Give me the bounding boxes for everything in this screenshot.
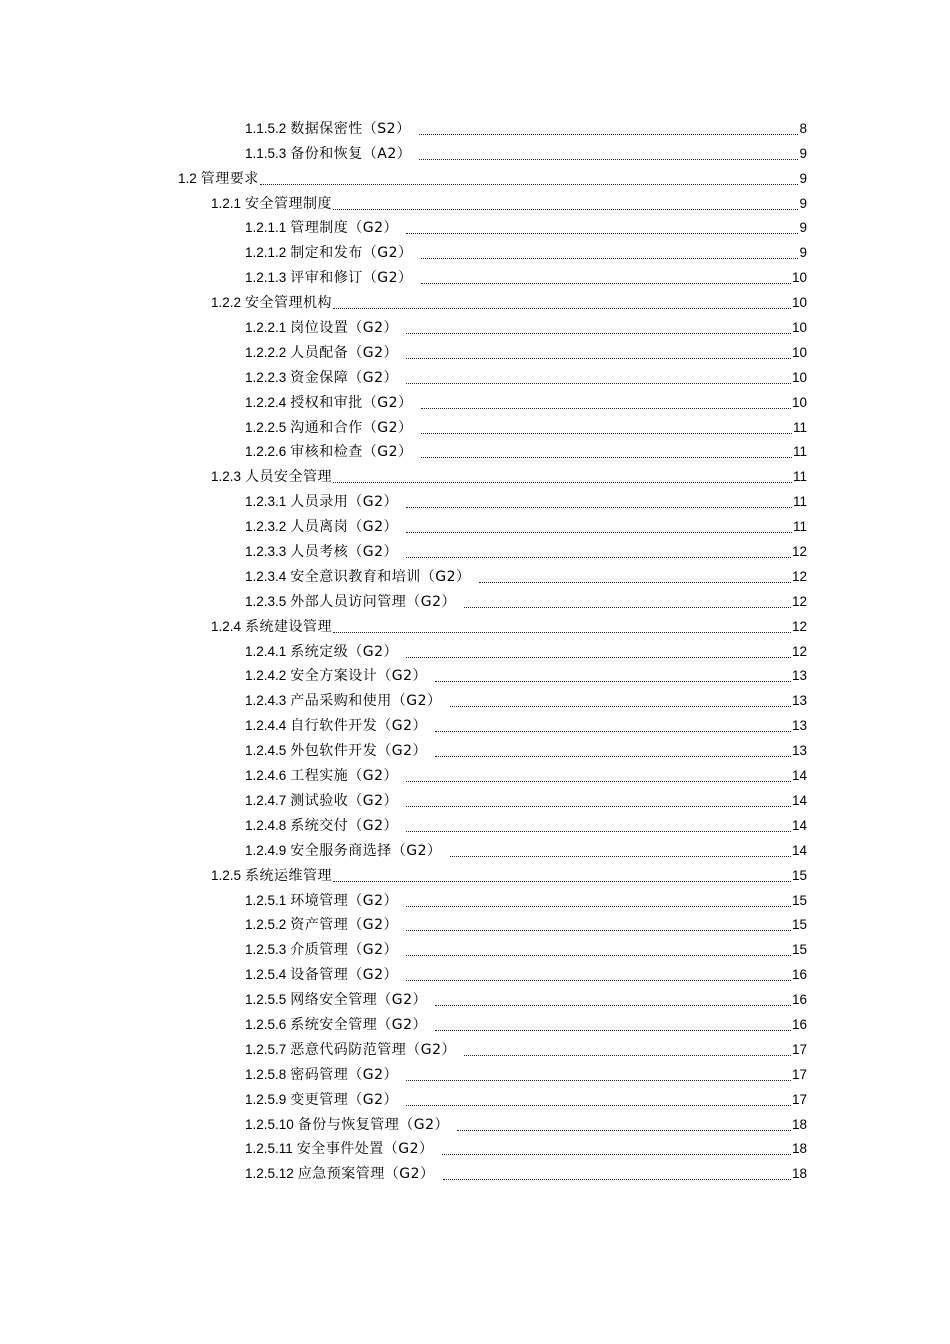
dot-leader xyxy=(333,470,792,483)
toc-entry[interactable] xyxy=(211,863,807,888)
toc-entry[interactable] xyxy=(245,589,807,614)
dot-leader xyxy=(333,197,798,210)
toc-entry-page-number: 13 xyxy=(791,718,807,734)
toc-entry-number: 1.2.2.2 xyxy=(245,344,287,360)
toc-entry-number: 1.2.4.8 xyxy=(245,817,287,833)
toc-entry-page-number: 9 xyxy=(799,145,807,161)
toc-entry-title: 评审和修订（G2） xyxy=(290,270,413,287)
toc-entry[interactable] xyxy=(245,265,807,290)
dot-leader xyxy=(406,545,791,558)
toc-entry[interactable] xyxy=(245,216,807,241)
toc-entry-title: 介质管理（G2） xyxy=(290,942,399,959)
toc-entry-title: 外包软件开发（G2） xyxy=(290,743,428,760)
toc-entry[interactable] xyxy=(245,116,807,141)
toc-entry-number: 1.2.2 xyxy=(211,295,242,311)
toc-entry-title: 人员录用（G2） xyxy=(290,494,399,511)
toc-entry[interactable] xyxy=(245,738,807,763)
toc-entry-number: 1.2.5.8 xyxy=(245,1066,287,1082)
toc-entry-title: 应急预案管理（G2） xyxy=(297,1166,435,1183)
dot-leader xyxy=(450,844,791,857)
dot-leader xyxy=(260,172,799,185)
toc-entry-page-number: 13 xyxy=(791,743,807,759)
toc-entry-title: 安全服务商选择（G2） xyxy=(290,842,442,859)
toc-entry-title: 审核和检查（G2） xyxy=(290,444,413,461)
dot-leader xyxy=(406,495,792,508)
dot-leader xyxy=(406,371,791,384)
dot-leader xyxy=(406,894,791,907)
dot-leader xyxy=(464,1043,791,1056)
toc-entry[interactable] xyxy=(245,440,807,465)
toc-entry-page-number: 9 xyxy=(799,220,807,236)
toc-entry-number: 1.2.3.5 xyxy=(245,593,287,609)
dot-leader xyxy=(333,296,791,309)
toc-entry-page-number: 9 xyxy=(799,245,807,261)
toc-entry-title: 管理要求 xyxy=(200,170,259,187)
toc-entry-number: 1.2.3.3 xyxy=(245,544,287,560)
toc-entry[interactable] xyxy=(245,913,807,938)
toc-entry-title: 系统交付（G2） xyxy=(290,817,399,834)
toc-entry-number: 1.2.1.2 xyxy=(245,245,287,261)
toc-entry-number: 1.1.5.3 xyxy=(245,145,287,161)
toc-entry[interactable] xyxy=(245,340,807,365)
toc-entry[interactable] xyxy=(245,1137,807,1162)
toc-entry[interactable] xyxy=(245,1012,807,1037)
toc-entry-number: 1.2.4.4 xyxy=(245,718,287,734)
toc-entry-page-number: 9 xyxy=(799,195,807,211)
toc-entry-number: 1.2.4.6 xyxy=(245,768,287,784)
dot-leader xyxy=(435,719,791,732)
dot-leader xyxy=(421,271,791,284)
toc-entry-title: 沟通和合作（G2） xyxy=(290,419,413,436)
dot-leader xyxy=(419,147,798,160)
toc-entry-number: 1.2.5.3 xyxy=(245,942,287,958)
dot-leader xyxy=(443,1167,791,1180)
toc-entry[interactable] xyxy=(245,390,807,415)
toc-entry-number: 1.2.3.4 xyxy=(245,568,287,584)
dot-leader xyxy=(421,246,799,259)
toc-entry[interactable] xyxy=(245,315,807,340)
toc-entry-page-number: 10 xyxy=(791,344,807,360)
dot-leader xyxy=(435,1018,791,1031)
toc-entry-page-number: 15 xyxy=(791,942,807,958)
toc-entry-title: 资金保障（G2） xyxy=(290,369,399,386)
toc-entry-title: 人员考核（G2） xyxy=(290,544,399,561)
toc-entry-title: 岗位设置（G2） xyxy=(290,320,399,337)
dot-leader xyxy=(406,769,791,782)
toc-entry[interactable] xyxy=(245,1087,807,1112)
dot-leader xyxy=(406,346,791,359)
toc-entry-number: 1.2.3 xyxy=(211,469,242,485)
toc-entry-number: 1.2.5.2 xyxy=(245,917,287,933)
toc-entry-title: 密码管理（G2） xyxy=(290,1066,399,1083)
toc-entry-page-number: 11 xyxy=(792,494,807,510)
toc-entry-page-number: 12 xyxy=(791,593,807,609)
toc-entry-page-number: 10 xyxy=(791,320,807,336)
toc-entry-page-number: 16 xyxy=(791,967,807,983)
toc-entry[interactable] xyxy=(245,365,807,390)
dot-leader xyxy=(406,1068,791,1081)
toc-entry-page-number: 15 xyxy=(791,917,807,933)
toc-entry[interactable] xyxy=(245,888,807,913)
toc-entry-page-number: 13 xyxy=(791,693,807,709)
toc-entry-number: 1.2.2.4 xyxy=(245,394,287,410)
toc-entry-number: 1.2.5.9 xyxy=(245,1091,287,1107)
toc-entry-page-number: 11 xyxy=(792,419,807,435)
toc-entry-page-number: 15 xyxy=(791,892,807,908)
dot-leader xyxy=(421,421,792,434)
toc-entry-page-number: 18 xyxy=(791,1166,807,1182)
toc-entry-number: 1.2.5.11 xyxy=(245,1141,293,1157)
dot-leader xyxy=(435,993,791,1006)
toc-entry-title: 变更管理（G2） xyxy=(290,1091,399,1108)
toc-entry[interactable] xyxy=(245,962,807,987)
dot-leader xyxy=(450,694,791,707)
toc-entry[interactable] xyxy=(245,763,807,788)
toc-entry-page-number: 17 xyxy=(791,1091,807,1107)
toc-entry-number: 1.2.3.1 xyxy=(245,494,287,510)
toc-entry-page-number: 16 xyxy=(791,992,807,1008)
toc-entry-page-number: 15 xyxy=(791,867,807,883)
toc-entry-page-number: 11 xyxy=(792,469,807,485)
toc-entry-number: 1.2.5.10 xyxy=(245,1116,294,1132)
toc-entry-title: 恶意代码防范管理（G2） xyxy=(290,1041,457,1058)
toc-entry-page-number: 18 xyxy=(791,1116,807,1132)
toc-entry[interactable] xyxy=(211,290,807,315)
toc-entry-page-number: 17 xyxy=(791,1066,807,1082)
toc-entry[interactable] xyxy=(245,415,807,440)
toc-entry-number: 1.2.1 xyxy=(211,195,242,211)
toc-entry-page-number: 10 xyxy=(791,270,807,286)
dot-leader xyxy=(406,321,791,334)
toc-entry[interactable] xyxy=(245,1161,807,1186)
toc-entry-number: 1.2.4.1 xyxy=(245,643,287,659)
toc-entry[interactable] xyxy=(178,166,807,191)
toc-entry-title: 环境管理（G2） xyxy=(290,892,399,909)
toc-entry-page-number: 14 xyxy=(791,817,807,833)
toc-entry-title: 资产管理（G2） xyxy=(290,917,399,934)
dot-leader xyxy=(419,122,799,135)
toc-entry-page-number: 8 xyxy=(799,120,807,136)
toc-entry-page-number: 17 xyxy=(791,1041,807,1057)
toc-entry-title: 测试验收（G2） xyxy=(290,792,399,809)
toc-entry-page-number: 12 xyxy=(791,568,807,584)
dot-leader xyxy=(406,918,791,931)
toc-entry-page-number: 10 xyxy=(791,295,807,311)
toc-entry-title: 产品采购和使用（G2） xyxy=(290,693,442,710)
toc-entry-page-number: 11 xyxy=(792,519,807,535)
toc-entry-title: 人员配备（G2） xyxy=(290,344,399,361)
dot-leader xyxy=(406,968,791,981)
dot-leader xyxy=(406,645,791,658)
toc-entry-title: 数据保密性（S2） xyxy=(290,120,411,137)
dot-leader xyxy=(435,744,791,757)
toc-entry-title: 安全管理机构 xyxy=(245,295,333,312)
toc-entry-title: 备份和恢复（A2） xyxy=(290,145,412,162)
toc-entry-number: 1.2.1.3 xyxy=(245,270,287,286)
toc-entry-title: 人员安全管理 xyxy=(245,469,333,486)
toc-entry-number: 1.2 xyxy=(178,170,197,186)
toc-entry-number: 1.2.5.6 xyxy=(245,1016,287,1032)
toc-entry[interactable] xyxy=(245,788,807,813)
toc-entry-number: 1.2.5.5 xyxy=(245,992,287,1008)
toc-entry-title: 备份与恢复管理（G2） xyxy=(297,1116,450,1133)
toc-entry-page-number: 12 xyxy=(791,643,807,659)
toc-entry-number: 1.2.4.9 xyxy=(245,842,287,858)
toc-entry[interactable] xyxy=(245,838,807,863)
toc-entry-page-number: 10 xyxy=(791,394,807,410)
toc-entry[interactable] xyxy=(245,664,807,689)
dot-leader xyxy=(406,520,792,533)
toc-entry-number: 1.2.4.2 xyxy=(245,668,287,684)
toc-entry[interactable] xyxy=(245,1112,807,1137)
toc-entry[interactable] xyxy=(245,937,807,962)
dot-leader xyxy=(421,445,792,458)
toc-entry-page-number: 9 xyxy=(799,170,807,186)
toc-entry-page-number: 13 xyxy=(791,668,807,684)
table-of-contents xyxy=(0,116,950,1186)
toc-entry-title: 安全意识教育和培训（G2） xyxy=(290,568,471,585)
toc-entry-page-number: 14 xyxy=(791,768,807,784)
toc-entry[interactable] xyxy=(245,688,807,713)
toc-entry-number: 1.1.5.2 xyxy=(245,120,287,136)
toc-entry-title: 安全方案设计（G2） xyxy=(290,668,428,685)
dot-leader xyxy=(406,943,791,956)
dot-leader xyxy=(406,819,791,832)
toc-entry-title: 网络安全管理（G2） xyxy=(290,992,428,1009)
toc-entry[interactable] xyxy=(245,240,807,265)
toc-entry-page-number: 14 xyxy=(791,842,807,858)
toc-entry[interactable] xyxy=(245,539,807,564)
toc-entry[interactable] xyxy=(211,191,807,216)
toc-entry-number: 1.2.2.6 xyxy=(245,444,287,460)
dot-leader xyxy=(464,595,791,608)
toc-entry-number: 1.2.5.12 xyxy=(245,1166,294,1182)
toc-entry[interactable] xyxy=(245,1062,807,1087)
toc-entry-page-number: 10 xyxy=(791,369,807,385)
toc-entry-title: 系统定级（G2） xyxy=(290,643,399,660)
toc-entry-number: 1.2.5 xyxy=(211,867,242,883)
toc-entry-number: 1.2.4.5 xyxy=(245,743,287,759)
toc-entry-number: 1.2.5.1 xyxy=(245,892,287,908)
toc-entry-page-number: 12 xyxy=(791,618,807,634)
toc-entry-title: 设备管理（G2） xyxy=(290,967,399,984)
toc-entry-number: 1.2.4 xyxy=(211,618,242,634)
toc-entry-page-number: 18 xyxy=(791,1141,807,1157)
toc-entry[interactable] xyxy=(245,1037,807,1062)
toc-entry[interactable] xyxy=(211,614,807,639)
dot-leader xyxy=(421,396,791,409)
dot-leader xyxy=(479,570,791,583)
toc-entry-title: 自行软件开发（G2） xyxy=(290,718,428,735)
toc-entry-number: 1.2.2.5 xyxy=(245,419,287,435)
toc-entry-page-number: 12 xyxy=(791,544,807,560)
toc-entry-title: 工程实施（G2） xyxy=(290,768,399,785)
toc-entry-title: 授权和审批（G2） xyxy=(290,394,413,411)
toc-entry-title: 安全管理制度 xyxy=(245,195,333,212)
toc-entry-title: 制定和发布（G2） xyxy=(290,245,413,262)
toc-entry-number: 1.2.5.4 xyxy=(245,967,287,983)
dot-leader xyxy=(333,869,791,882)
toc-entry-title: 人员离岗（G2） xyxy=(290,519,399,536)
toc-entry-title: 管理制度（G2） xyxy=(290,220,399,237)
toc-entry-title: 安全事件处置（G2） xyxy=(296,1141,434,1158)
toc-entry[interactable] xyxy=(245,514,807,539)
toc-entry-page-number: 16 xyxy=(791,1016,807,1032)
toc-entry-number: 1.2.5.7 xyxy=(245,1041,287,1057)
toc-entry[interactable] xyxy=(245,141,807,166)
toc-entry-number: 1.2.4.3 xyxy=(245,693,287,709)
toc-entry[interactable] xyxy=(245,987,807,1012)
toc-entry-page-number: 11 xyxy=(792,444,807,460)
toc-entry-title: 外部人员访问管理（G2） xyxy=(290,593,457,610)
dot-leader xyxy=(435,669,791,682)
toc-entry-title: 系统运维管理 xyxy=(245,867,333,884)
dot-leader xyxy=(406,794,791,807)
toc-entry-number: 1.2.3.2 xyxy=(245,519,287,535)
toc-entry-title: 系统安全管理（G2） xyxy=(290,1016,428,1033)
toc-entry-page-number: 14 xyxy=(791,792,807,808)
toc-entry[interactable] xyxy=(245,713,807,738)
dot-leader xyxy=(333,620,791,633)
toc-entry[interactable] xyxy=(245,813,807,838)
toc-entry[interactable] xyxy=(245,489,807,514)
dot-leader xyxy=(406,1093,791,1106)
toc-entry[interactable] xyxy=(245,639,807,664)
toc-entry-title: 系统建设管理 xyxy=(245,618,333,635)
toc-entry-number: 1.2.4.7 xyxy=(245,792,287,808)
dot-leader xyxy=(406,221,798,234)
toc-entry[interactable] xyxy=(245,564,807,589)
toc-entry-number: 1.2.1.1 xyxy=(245,220,287,236)
toc-entry-number: 1.2.2.3 xyxy=(245,369,287,385)
toc-entry-number: 1.2.2.1 xyxy=(245,320,287,336)
dot-leader xyxy=(442,1142,791,1155)
dot-leader xyxy=(457,1118,791,1131)
toc-entry[interactable] xyxy=(211,464,807,489)
